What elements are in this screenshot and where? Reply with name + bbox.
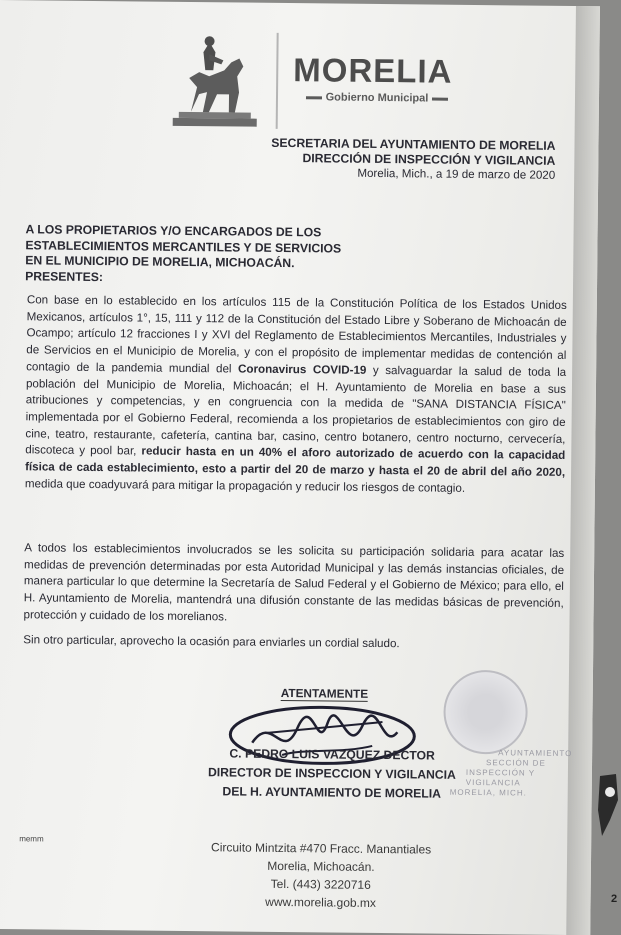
addressee-line: A LOS PROPIETARIOS Y/O ENCARGADOS DE LOS [25,222,322,240]
typist-initials: memm [19,834,44,844]
footer-address [190,838,451,913]
signer-block [192,744,473,804]
signer-title: DEL H. AYUNTAMIENTO DE MORELIA [222,784,442,801]
p1-bold-measure: reducir hasta en un 40% el aforo autorizado de acuerdo con la capacidad física de cada establecimiento, esto a partir del 20 de marzo y hasta el 20 de abril del año 2020, [25,444,566,479]
office-line-secretaria: SECRETARIA DEL AYUNTAMIENTO DE MORELIA [271,135,556,153]
logo-divider [276,33,279,129]
stamp-line: MORELIA, MICH. [449,787,527,798]
body-paragraph-1 [25,292,567,498]
p1-bold-covid: Coronavirus COVID-19 [238,362,367,377]
stamp-line: INSPECCIÓN Y VIGILANCIA [465,767,536,788]
addressee-block [25,222,356,287]
body-paragraph-2: A todos los establecimientos involucrados se les solicita su participación solidaria para acatar las medidas de prevención determinadas por esta Autoridad Municipal y las demás instancias oficiales, de manera particular lo que determine la Secretaría de Salud Federal y el Gobierno de México; para ello, el H. Ayuntamiento de Morelia, mantendrá una difusión constante de las medidas básicas de prevención, protección y cuidado de los morelianos. [23,541,565,624]
crest-fragment-icon [596,770,621,840]
page-number: 2 [611,893,618,905]
stamp-line: SECCIÓN DE [485,758,546,768]
office-line-direccion: DIRECCIÓN DE INSPECCIÓN Y VIGILANCIA [302,151,556,168]
logo-subtitle: Gobierno Municipal [297,91,457,105]
addressee-line: ESTABLECIMIENTOS MERCANTILES Y DE SERVICIOS [25,237,342,256]
official-seal-icon [443,670,528,755]
p1-text: medida que coadyuvará para mitigar la propagación y reducir los riesgos de contagio. [24,477,466,495]
address-street: Circuito Mintzita #470 Fracc. Manantiales [211,840,432,857]
salutation: PRESENTES: [25,268,104,284]
address-city: Morelia, Michoacán. [267,858,375,874]
closing-atentamente: ATENTAMENTE [280,685,369,701]
logo-name: MORELIA [293,51,453,90]
department-stamp [448,748,579,799]
p1-text: y salvaguardar la salud de toda la población del Municipio de Morelia, Michoacán; el H. Ayuntamiento de Morelia en base a sus atribuciones y competencias, y en congruencia con la medida de "SANA DISTANCIA FÍSICA" implementada por el Gobierno Federal, recomienda a los propietarios de establecimientos con giro de cine, teatro, restaurante, cafetería, cantina bar, casino, centro botanero, centro nocturno, cervecería, discoteca y pool bar, [25,363,567,458]
p1-text: Con base en lo establecido en los artículos 115 de la Constitución Política de los Estados Unidos Mexicanos, artículos 1°, 15, 111 y 112 de la Constitución del Estado Libre y Soberano de Michoacán de Ocampo; artículo 12 fracciones I y XVI del Reglamento de Establecimientos Mercantiles, Industriales y de Servicios en el Municipio de Morelia, y con el propósito de implementar medidas de contención al contagio de la pandemia mundial del [26,293,567,376]
stamp-line: AYUNTAMIENTO [498,748,573,759]
place-date: Morelia, Mich., a 19 de marzo de 2020 [357,166,556,182]
signer-title: DIRECTOR DE INSPECCION Y VIGILANCIA [207,765,456,782]
equestrian-statue-icon [169,32,262,133]
address-website[interactable]: www.morelia.gob.mx [265,894,376,910]
address-phone: Tel. (443) 3220716 [270,876,371,892]
office-heading [228,135,555,168]
signer-name: C. PEDRO LUIS VAZQUEZ DECTOR [229,746,435,763]
addressee-line: EN EL MUNICIPIO DE MORELIA, MICHOACÁN. [25,253,295,271]
body-paragraph-3: Sin otro particular, aprovecho la ocasión para enviarles un cordial saludo. [23,633,400,651]
